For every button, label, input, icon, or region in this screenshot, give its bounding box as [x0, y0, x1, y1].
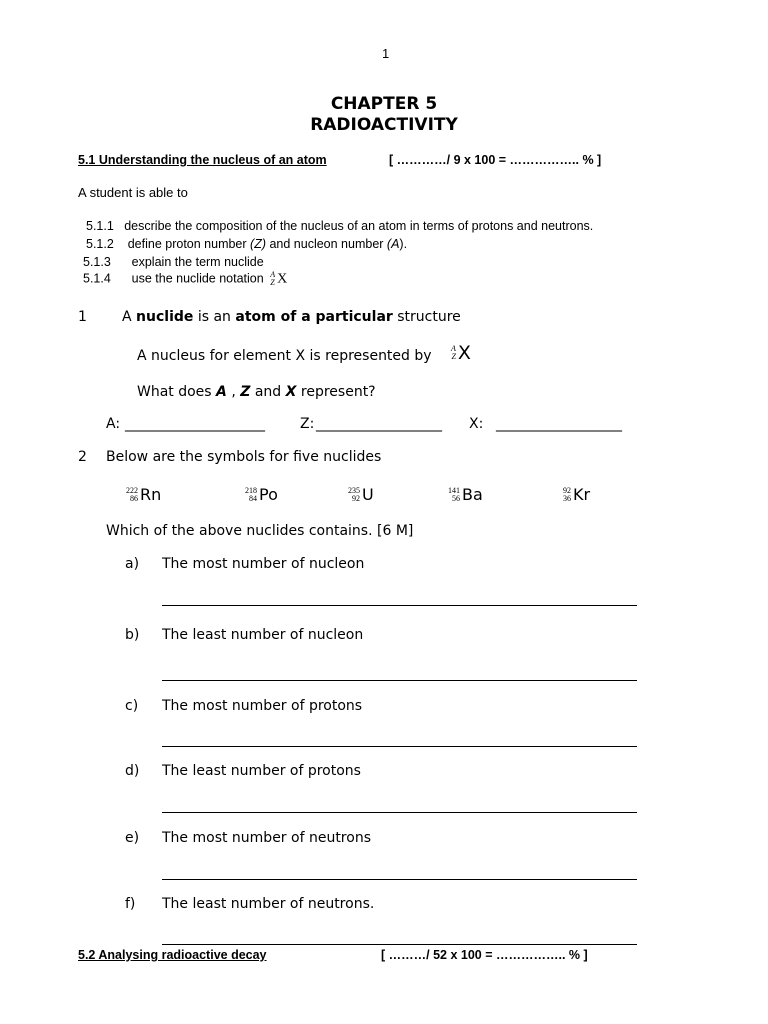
answer-line[interactable] [162, 680, 637, 681]
objective-number: 5.1.2 [86, 237, 114, 251]
answer-line[interactable] [162, 605, 637, 606]
answer-blank-z[interactable]: __________________ [316, 416, 442, 432]
question-text: A nuclide is an atom of a particular structure [122, 309, 461, 325]
question-text: Below are the symbols for five nuclides [106, 449, 382, 465]
question-prompt: Which of the above nuclides contains. [6 M] [106, 523, 414, 539]
objective-text: and nucleon number [266, 237, 387, 251]
objective-text: define proton number [127, 237, 251, 251]
part-label: d) [125, 763, 140, 779]
objective-number: 5.1.3 [83, 255, 111, 269]
question-number: 2 [78, 449, 87, 465]
chapter-title: RADIOACTIVITY [310, 115, 458, 135]
nuclide-u: 235 92 U [348, 485, 374, 504]
objective-item [86, 237, 407, 251]
answer-line[interactable] [162, 944, 637, 945]
part-label: b) [125, 627, 140, 643]
answer-line[interactable] [162, 746, 637, 747]
chapter-heading: CHAPTER 5 [330, 94, 438, 114]
objective-item: 5.1.4 use the nuclide notation A Z X [83, 270, 288, 287]
answer-blank-x[interactable]: __________________ [496, 416, 622, 432]
nuclide-kr: 92 36 Kr [563, 485, 591, 504]
proton-symbol: (Z) [250, 237, 266, 251]
nucleon-symbol: (A [386, 237, 400, 251]
nuclide-notation: A Z X [451, 342, 471, 364]
objective-item [86, 219, 593, 233]
part-text: The most number of nucleon [162, 556, 365, 572]
objective-item [83, 255, 264, 269]
objective-text: explain the term nuclide [131, 255, 264, 269]
part-label: c) [125, 698, 139, 714]
section-title: 5.1 Understanding the nucleus of an atom [78, 153, 327, 167]
part-text: The least number of protons [162, 763, 361, 779]
section-score: [ ………/ 52 x 100 = …………….. % ] [381, 948, 588, 962]
section-score: [ …………/ 9 x 100 = …………….. % ] [389, 153, 602, 167]
part-text: The most number of neutrons [162, 830, 371, 846]
part-label: a) [125, 556, 140, 572]
question-text: A nucleus for element X is represented by [137, 348, 432, 364]
part-label: f) [125, 896, 136, 912]
nuclide-po: 218 84 Po [245, 485, 278, 504]
objective-number: 5.1.1 [86, 219, 114, 233]
answer-label-a: A: [106, 416, 121, 432]
part-text: The least number of neutrons. [162, 896, 375, 912]
nuclide-notation: A Z [270, 270, 276, 287]
question-text: What does A , Z and X represent? [137, 384, 376, 400]
answer-line[interactable] [162, 812, 637, 813]
page-number: 1 [382, 46, 390, 61]
answer-line[interactable] [162, 879, 637, 880]
part-text: The most number of protons [162, 698, 363, 714]
section-title: 5.2 Analysing radioactive decay [78, 948, 267, 962]
answer-blank-a[interactable]: ____________________ [125, 416, 265, 432]
nuclide-rn: 222 86 Rn [126, 485, 162, 504]
question-number: 1 [78, 309, 87, 325]
nuclide-ba: 141 56 Ba [448, 485, 483, 504]
intro-text: A student is able to [78, 185, 188, 200]
objective-text: use the nuclide notation [131, 271, 264, 286]
part-text: The least number of nucleon [162, 627, 364, 643]
objective-text: describe the composition of the nucleus of an atom in terms of protons and neutrons. [124, 219, 594, 233]
objective-text: ). [399, 237, 408, 251]
answer-label-x: X: [469, 416, 484, 432]
answer-label-z: Z: [300, 416, 315, 432]
part-label: e) [125, 830, 140, 846]
objective-number: 5.1.4 [83, 271, 111, 286]
